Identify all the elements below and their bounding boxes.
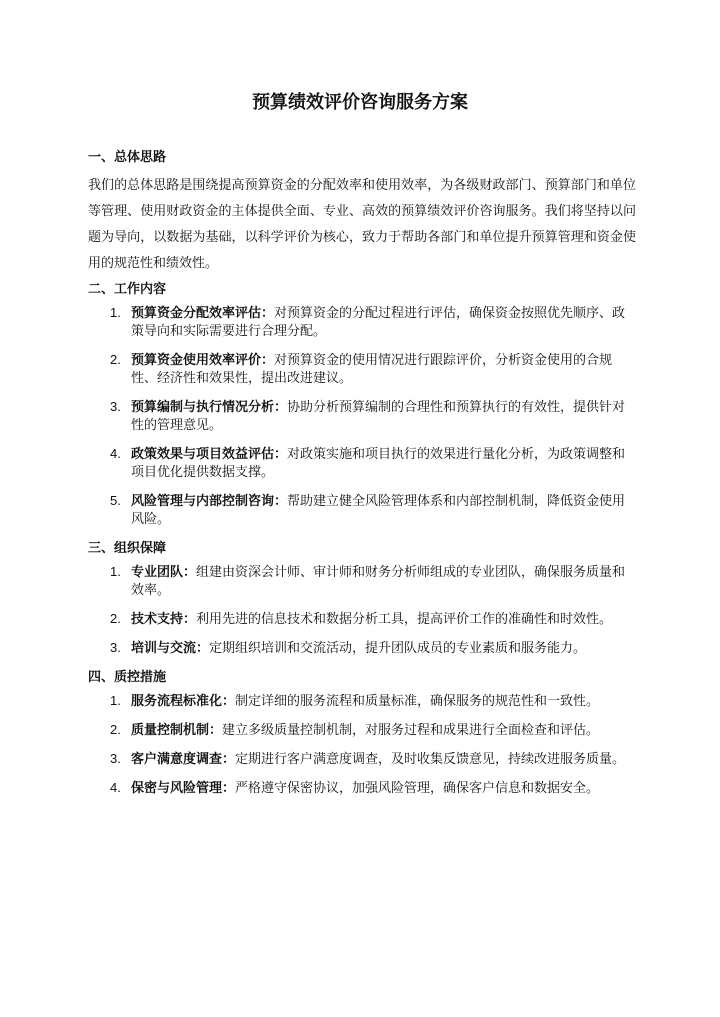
item-label: 预算资金分配效率评估： (131, 305, 275, 320)
item-text: 对预算资金的使用情况进行跟踪评价，分析资金使用的合规性、经济性和效果性，提出改进建议。 (131, 352, 613, 385)
item-label: 风险管理与内部控制咨询： (131, 493, 288, 508)
document-title: 预算绩效评价咨询服务方案 (252, 92, 468, 112)
item-label: 服务流程标准化： (131, 693, 236, 708)
item-text: 组建由资深会计师、审计师和财务分析师组成的专业团队，确保服务质量和效率。 (131, 564, 626, 597)
list-number: 3. (110, 751, 121, 766)
item-text: 对政策实施和项目执行的效果进行量化分析，为政策调整和项目优化提供数据支撑。 (131, 446, 626, 479)
list-number: 1. (110, 564, 121, 579)
list-number: 2. (110, 722, 121, 737)
numbered-list (88, 304, 636, 528)
item-label: 培训与交流： (131, 640, 210, 655)
section (88, 148, 636, 276)
list-item (88, 445, 636, 481)
item-label: 技术支持： (131, 611, 197, 626)
item-text: 定期进行客户满意度调查，及时收集反馈意见，持续改进服务质量。 (235, 751, 626, 766)
item-label: 质量控制机制： (131, 722, 223, 737)
item-text: 帮助建立健全风险管理体系和内部控制机制，降低资金使用风险。 (131, 493, 626, 526)
item-text: 严格遵守保密协议，加强风险管理，确保客户信息和数据安全。 (235, 780, 600, 795)
list-number: 2. (110, 611, 121, 626)
list-item (88, 610, 636, 628)
section-heading: 二、工作内容 (88, 281, 167, 296)
list-number: 4. (110, 780, 121, 795)
item-label: 预算资金使用效率评价： (131, 352, 275, 367)
section-heading: 三、组织保障 (88, 540, 167, 555)
list-number: 4. (110, 446, 121, 461)
numbered-list (88, 563, 636, 657)
list-item (88, 304, 636, 340)
list-item (88, 692, 636, 710)
section-heading: 四、质控措施 (88, 669, 167, 684)
list-number: 1. (110, 693, 121, 708)
list-item (88, 750, 636, 768)
list-number: 3. (110, 640, 121, 655)
item-label: 政策效果与项目效益评估： (131, 446, 288, 461)
list-item (88, 639, 636, 657)
list-number: 5. (110, 493, 121, 508)
paragraph: 我们的总体思路是围绕提高预算资金的分配效率和使用效率，为各级财政部门、预算部门和单位等管理、使用财政资金的主体提供全面、专业、高效的预算绩效评价咨询服务。我们将坚持以问题为导向，以数据为基础，以科学评价为核心，致力于帮助各部门和单位提升预算管理和资金使用的规范性和绩效性。 (88, 177, 636, 270)
document-body (88, 148, 636, 808)
item-label: 专业团队： (131, 564, 197, 579)
list-number: 2. (110, 352, 121, 367)
list-item (88, 492, 636, 528)
numbered-list (88, 692, 636, 797)
section (88, 668, 636, 797)
item-text: 对预算资金的分配过程进行评估，确保资金按照优先顺序、政策导向和实际需要进行合理分配。 (131, 305, 626, 338)
list-number: 3. (110, 399, 121, 414)
list-item (88, 779, 636, 797)
list-number: 1. (110, 305, 121, 320)
item-text: 协助分析预算编制的合理性和预算执行的有效性，提供针对性的管理意见。 (131, 399, 626, 432)
item-text: 建立多级质量控制机制，对服务过程和成果进行全面检查和评估。 (222, 722, 600, 737)
item-text: 制定详细的服务流程和质量标准，确保服务的规范性和一致性。 (235, 693, 600, 708)
list-item (88, 721, 636, 739)
section (88, 280, 636, 528)
list-item (88, 351, 636, 387)
section (88, 539, 636, 657)
list-item (88, 398, 636, 434)
item-label: 预算编制与执行情况分析： (131, 399, 288, 414)
item-text: 利用先进的信息技术和数据分析工具，提高评价工作的准确性和时效性。 (196, 611, 613, 626)
section-heading: 一、总体思路 (88, 149, 167, 164)
item-text: 定期组织培训和交流活动，提升团队成员的专业素质和服务能力。 (209, 640, 587, 655)
list-item (88, 563, 636, 599)
item-label: 客户满意度调查： (131, 751, 236, 766)
item-label: 保密与风险管理： (131, 780, 236, 795)
